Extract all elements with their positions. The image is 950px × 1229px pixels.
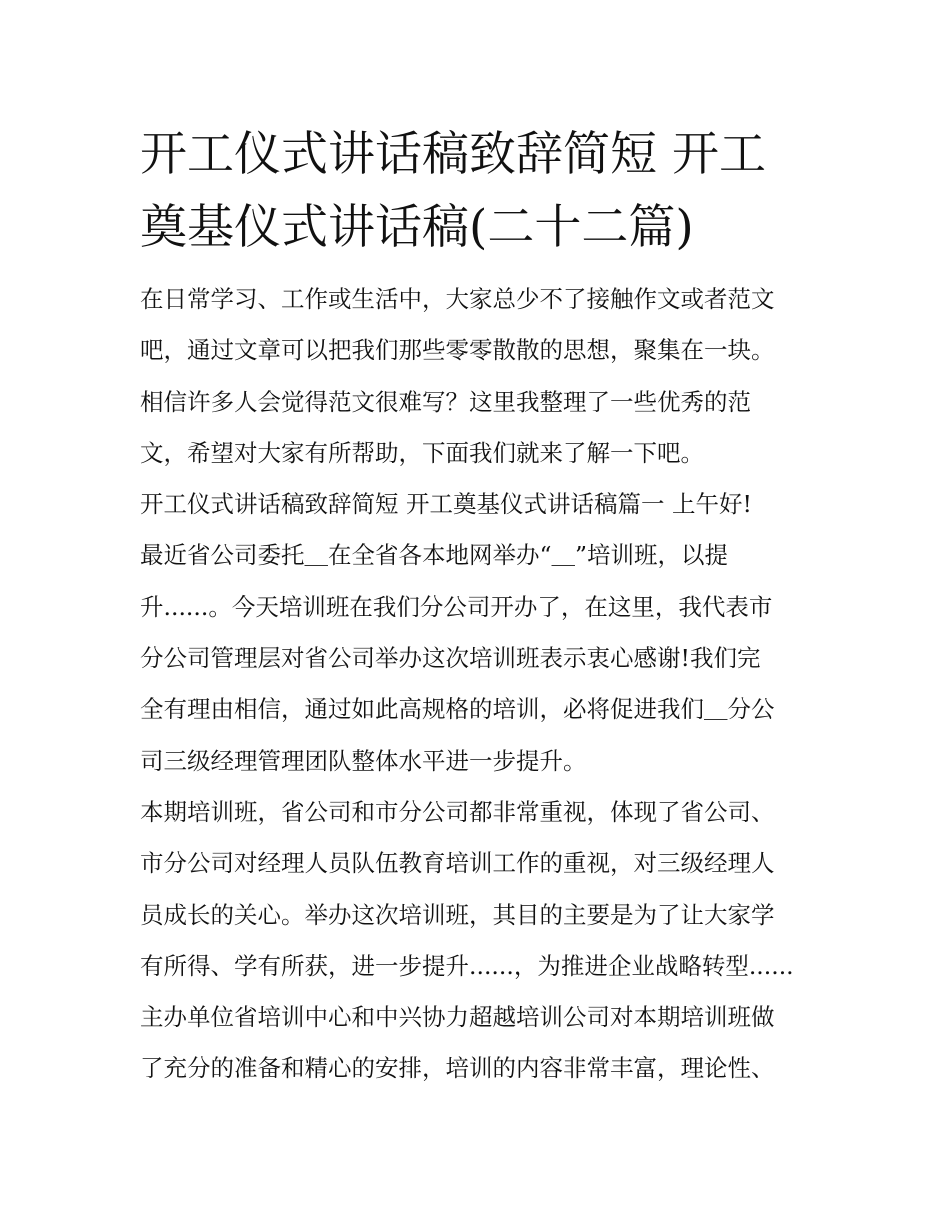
document-body [140,274,830,1095]
title-line-2: 奠基仪式讲话稿(二十二篇) [140,200,694,255]
body-line: 司三级经理管理团队整体水平进一步提升。 [140,746,587,775]
title-line-1: 开工仪式讲话稿致辞简短 开工 [140,127,766,182]
body-line: 吧，通过文章可以把我们那些零零散散的思想，聚集在一块。 [140,336,775,365]
body-line: 本期培训班，省公司和市分公司都非常重视，体现了省公司、 [140,797,775,826]
body-line: 有所得、学有所获，进一步提升......，为推进企业战略转型...... [140,951,794,980]
document-title [140,118,820,264]
body-line: 升......。今天培训班在我们分公司开办了，在这里，我代表市 [140,592,773,621]
body-line: 市分公司对经理人员队伍教育培训工作的重视，对三级经理人 [140,849,775,878]
body-line: 相信许多人会觉得范文很难写？这里我整理了一些优秀的范 [140,387,751,416]
body-line: 主办单位省培训中心和中兴协力超越培训公司对本期培训班做 [140,1003,775,1032]
body-line: 全有理由相信，通过如此高规格的培训，必将促进我们＿分公 [140,695,775,724]
body-line: 在日常学习、工作或生活中，大家总少不了接触作文或者范文 [140,285,775,313]
body-line: 分公司管理层对省公司举办这次培训班表示衷心感谢!我们完 [140,644,761,673]
body-line: 开工仪式讲话稿致辞简短 开工奠基仪式讲话稿篇一 上午好! [140,490,752,519]
body-line: 最近省公司委托＿在全省各本地网举办“＿”培训班，以提 [140,541,729,570]
body-line: 文，希望对大家有所帮助，下面我们就来了解一下吧。 [140,438,704,467]
body-line: 员成长的关心。举办这次培训班，其目的主要是为了让大家学 [140,900,775,929]
body-line: 了充分的准备和精心的安排，培训的内容非常丰富，理论性、 [140,1054,775,1083]
